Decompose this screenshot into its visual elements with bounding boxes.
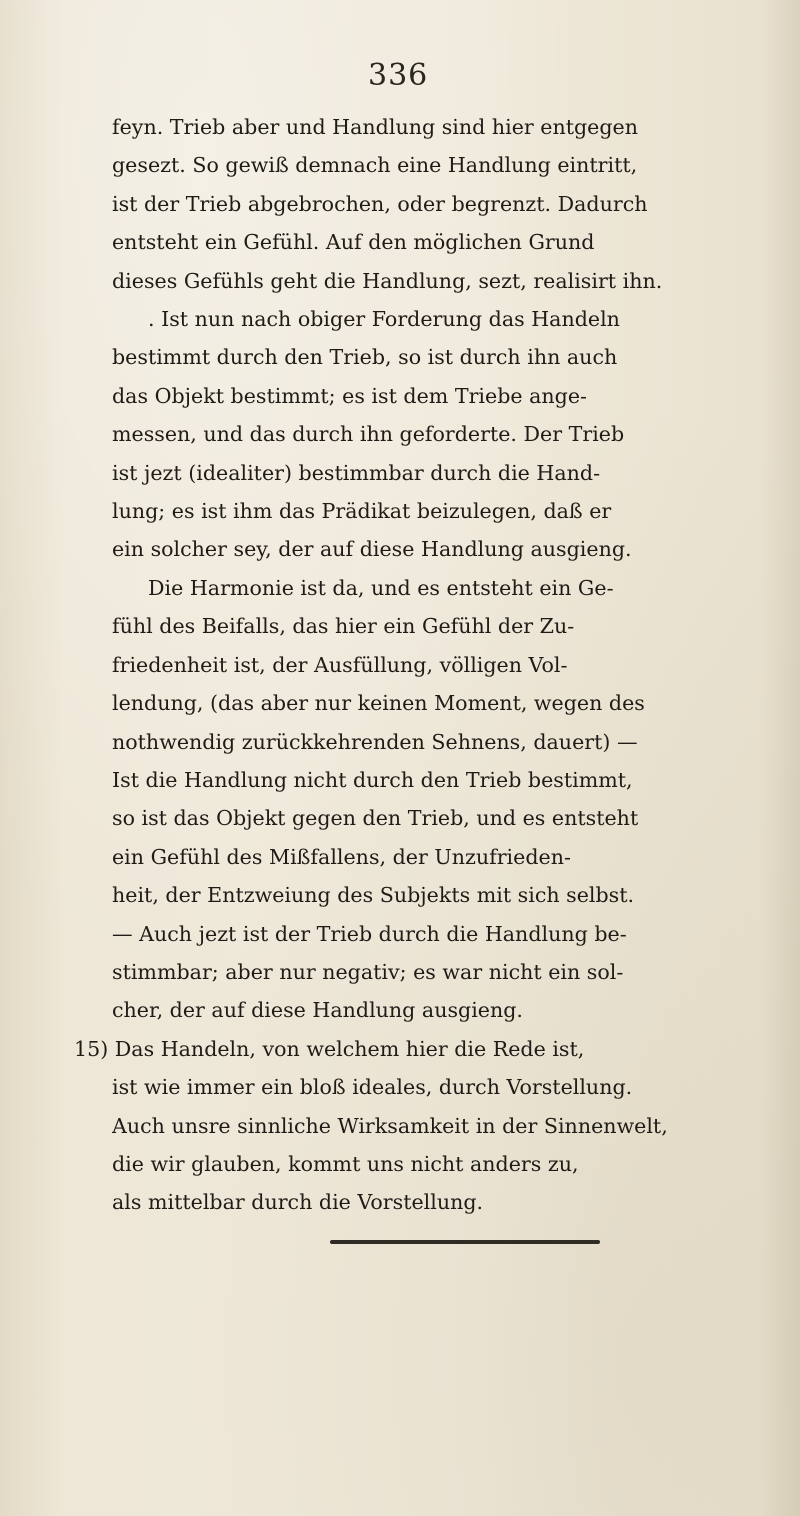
text-line-12: ein solcher sey, der auf diese Handlung ausgieng. (112, 537, 632, 562)
text-line-21: heit, der Entzweiung des Subjekts mit sich selbst. (112, 883, 635, 908)
text-line-6: . Ist nun nach obiger Forderung das Handeln (148, 307, 620, 332)
page-edge-shadow (760, 0, 800, 1516)
text-line-3: ist der Trieb abgebrochen, oder begrenzt. Dadurch (112, 191, 648, 216)
body-text (74, 108, 734, 1222)
text-line-11: lung; es ist ihm das Prädikat beizulegen, daß er (112, 499, 612, 524)
text-line-16: lendung, (das aber nur keinen Moment, wegen des (112, 691, 645, 716)
text-line-29: als mittelbar durch die Vorstellung. (112, 1190, 484, 1215)
text-line-18: Ist die Handlung nicht durch den Trieb bestimmt, (112, 767, 633, 792)
text-line-4: entsteht ein Gefühl. Auf den möglichen Grund (112, 230, 595, 255)
text-line-7: bestimmt durch den Trieb, so ist durch ihn auch (112, 345, 618, 370)
text-line-17: nothwendig zurückkehrenden Sehnens, dauert) — (112, 729, 638, 754)
text-line-8: das Objekt bestimmt; es ist dem Triebe ange- (112, 383, 587, 408)
text-line-24: cher, der auf diese Handlung ausgieng. (112, 998, 523, 1023)
text-line-14: fühl des Beifalls, das hier ein Gefühl der Zu- (112, 614, 575, 639)
bottom-ink-rule (330, 1240, 600, 1244)
text-line-9: messen, und das durch ihn geforderte. Der Trieb (112, 422, 625, 447)
text-line-20: ein Gefühl des Mißfallens, der Unzufrieden- (112, 844, 571, 869)
text-line-13: Die Harmonie ist da, und es entsteht ein Ge- (148, 575, 614, 600)
text-line-28: die wir glauben, kommt uns nicht anders zu, (112, 1151, 579, 1176)
text-line-22: — Auch jezt ist der Trieb durch die Handlung be- (112, 921, 627, 946)
text-line-1: feyn. Trieb aber und Handlung sind hier entgegen (112, 115, 639, 139)
text-line-10: ist jezt (idealiter) bestimmbar durch die Hand- (112, 460, 601, 485)
text-line-26: ist wie immer ein bloß ideales, durch Vorstellung. (112, 1075, 633, 1100)
text-line-5: dieses Gefühls geht die Handlung, sezt, realisirt ihn. (112, 268, 663, 293)
page-number: 336 (368, 58, 429, 93)
text-line-23: stimmbar; aber nur negativ; es war nicht ein sol- (112, 959, 624, 984)
text-line-19: so ist das Objekt gegen den Trieb, und es entsteht (112, 806, 639, 831)
text-line-2: gesezt. So gewiß demnach eine Handlung eintritt, (112, 153, 638, 178)
text-line-27: Auch unsre sinnliche Wirksamkeit in der Sinnenwelt, (112, 1113, 668, 1138)
text-line-15: friedenheit ist, der Ausfüllung, völligen Vol- (112, 652, 568, 677)
text-line-25: 15) Das Handeln, von welchem hier die Rede ist, (74, 1036, 585, 1061)
